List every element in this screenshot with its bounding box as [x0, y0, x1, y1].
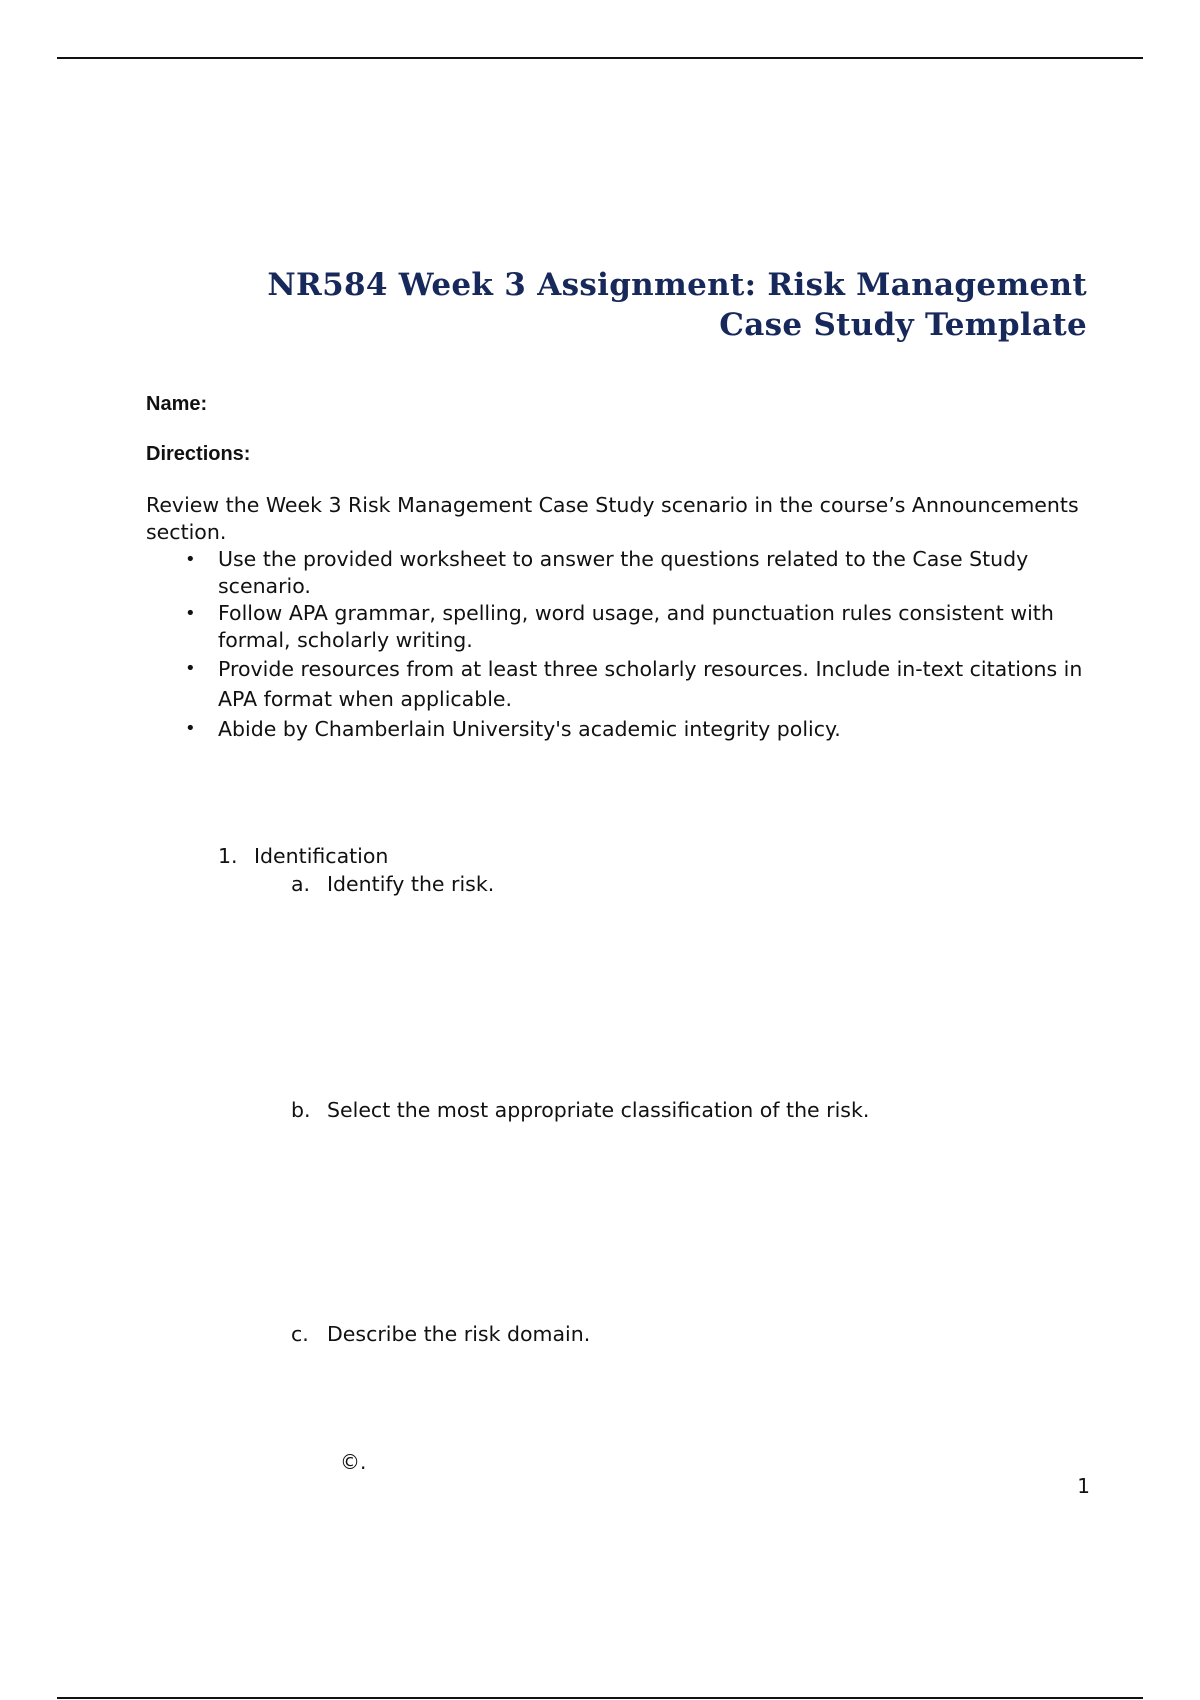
bullet-icon: •	[185, 658, 196, 679]
list-item	[146, 654, 1106, 714]
list-item	[146, 714, 1106, 744]
header-rule	[57, 57, 1143, 59]
directions-intro: Review the Week 3 Risk Management Case Study scenario in the course’s Announcements section.	[146, 493, 1079, 544]
name-label: Name:	[146, 393, 208, 415]
list-item	[146, 546, 1106, 600]
question-b	[291, 1097, 869, 1124]
footer-rule	[57, 1697, 1143, 1699]
question-text: Describe the risk domain.	[327, 1322, 591, 1346]
question-marker: a.	[291, 872, 311, 896]
question-marker: b.	[291, 1098, 311, 1122]
bullet-icon: •	[185, 718, 196, 739]
section-identification	[218, 843, 388, 870]
bullet-text: Provide resources from at least three scholarly resources. Include in-text citations in APA format when applicable.	[218, 657, 1083, 711]
bullet-text: Abide by Chamberlain University's academic integrity policy.	[218, 717, 841, 741]
list-item	[146, 600, 1106, 654]
directions-label: Directions:	[146, 443, 251, 465]
page-number: 1	[1077, 1474, 1090, 1498]
question-text: Identify the risk.	[327, 872, 495, 896]
directions-list	[146, 546, 1106, 744]
document-title	[107, 265, 1087, 345]
section-number: 1.	[218, 844, 238, 868]
bullet-icon: •	[185, 603, 196, 624]
bullet-text: Use the provided worksheet to answer the questions related to the Case Study scenario.	[218, 547, 1029, 598]
copyright-notice: ©.	[340, 1450, 367, 1474]
question-c	[291, 1321, 590, 1348]
bullet-text: Follow APA grammar, spelling, word usage, and punctuation rules consistent with formal, scholarly writing.	[218, 601, 1054, 652]
question-text: Select the most appropriate classification of the risk.	[327, 1098, 870, 1122]
title-line-1: NR584 Week 3 Assignment: Risk Management	[267, 267, 1087, 303]
question-a	[291, 871, 494, 898]
bullet-icon: •	[185, 549, 196, 570]
section-heading: Identification	[254, 844, 389, 868]
title-line-2: Case Study Template	[719, 307, 1087, 343]
question-marker: c.	[291, 1322, 309, 1346]
